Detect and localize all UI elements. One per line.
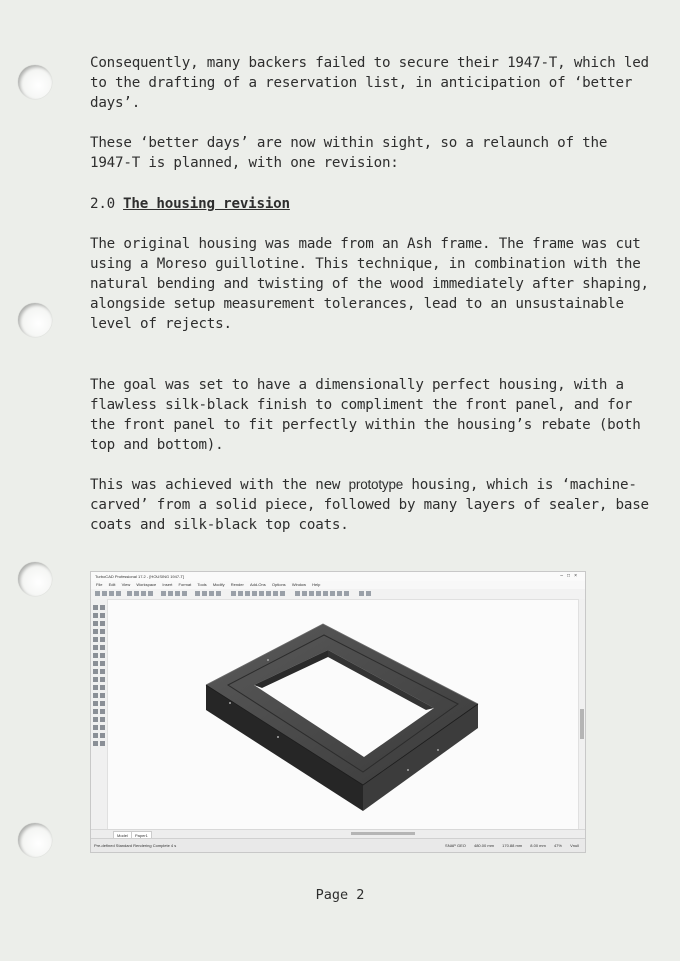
status-field: SNAP GEO: [445, 843, 466, 848]
page-number: Page 2: [315, 887, 365, 903]
binder-hole-1: [18, 65, 52, 99]
cad-vertical-scrollbar: [579, 599, 585, 830]
cad-menu-bar: [91, 581, 585, 589]
cad-status-fields: [438, 843, 579, 848]
status-field: 8.00 mm: [530, 843, 546, 848]
binder-hole-3: [18, 562, 52, 596]
cad-status-bar: [91, 838, 585, 852]
status-field: Vnull: [570, 843, 579, 848]
status-field: 170.88 mm: [502, 843, 523, 848]
cad-menu-item: Help: [312, 582, 321, 587]
cad-menu-item: Format: [178, 582, 192, 587]
cad-menu-item: Insert: [162, 582, 173, 587]
cad-menu-item: View: [121, 582, 131, 587]
cad-3d-viewport: [107, 599, 579, 830]
section-number: 2.0: [90, 196, 116, 212]
window-controls-icon: –□×: [560, 573, 581, 579]
paragraph-original-housing: The original housing was made from an Ash frame. The frame was cut using a Moreso guillotine. This technique, in combination with the natural bending and twisting of the wood immediately after shaping, alongside setup measurement tolerances, lead to an unsustainable level of rejects.: [90, 236, 649, 332]
cad-window-title: TurboCAD Professional 17.2 - [HOUSING 1947-T]: [95, 574, 184, 579]
paragraph-prototype-start: This was achieved with the new: [90, 477, 349, 493]
cad-menu-item: Tools: [197, 582, 207, 587]
status-field: 47%: [553, 843, 562, 848]
binder-hole-4: [18, 823, 52, 857]
cad-menu-item: Edit: [108, 582, 116, 587]
cad-left-toolbar: [91, 599, 108, 830]
cad-screenshot-figure: [90, 571, 586, 853]
section-heading: [90, 194, 650, 214]
section-title: The housing revision: [123, 196, 290, 212]
paragraph-relaunch: These ‘better days’ are now within sight, so a relaunch of the 1947-T is planned, with one revision:: [90, 135, 608, 171]
cad-menu-item: Options: [271, 582, 286, 587]
cad-menu-item: Window: [291, 582, 307, 587]
cad-menu-item: Modify: [212, 582, 225, 587]
cad-menu-item: Render: [230, 582, 244, 587]
cad-status-message: Pre-defined Standard Rendering Complete 4 s: [94, 843, 177, 848]
cad-menu-item: File: [96, 582, 103, 587]
cad-horizontal-scrollbar: [351, 832, 415, 835]
paragraph-prototype-end: housing, which is ‘machine-carved’ from a solid piece, followed by many layers of sealer, base coats and silk-black top coats.: [90, 477, 649, 533]
binder-hole-2: [18, 303, 52, 337]
cad-menu-item: Workspace: [136, 582, 157, 587]
housing-frame-render: [108, 600, 578, 829]
tab-model: Model: [113, 831, 132, 840]
cad-menu-item: Add-Ons: [249, 582, 266, 587]
prototype-word: prototype: [348, 477, 404, 492]
paragraph-goal: The goal was set to have a dimensionally perfect housing, with a flawless silk-black finish to compliment the front panel, and for the front panel to fit perfectly within the housing’s rebate (both top and bottom).: [90, 377, 641, 453]
tab-paper: Paper1: [131, 831, 152, 840]
paragraph-backers: Consequently, many backers failed to secure their 1947-T, which led to the drafting of a reservation list, in anticipation of ‘better days’.: [90, 55, 649, 111]
paragraph-prototype: [90, 475, 650, 535]
status-field: 480.00 mm: [473, 843, 494, 848]
